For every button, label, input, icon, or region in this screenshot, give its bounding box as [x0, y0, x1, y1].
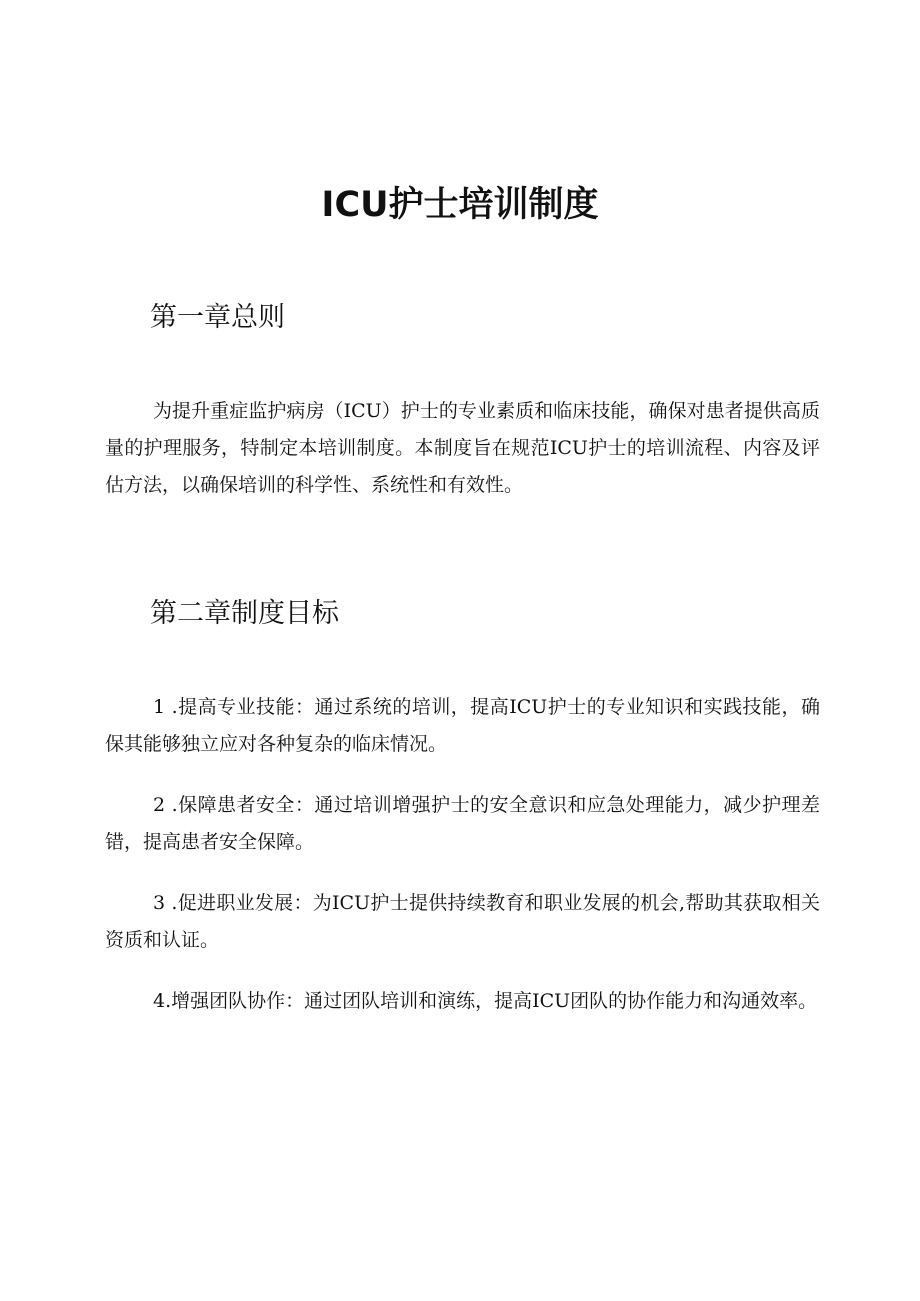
goal-item-1: 1 .提高专业技能：通过系统的培训，提高ICU护士的专业知识和实践技能，确保其能够独立应对各种复杂的临床情况。 — [105, 696, 820, 755]
document-title: ICU护士培训制度 — [321, 185, 599, 225]
chapter-2-heading: 第二章制度目标 — [150, 598, 339, 629]
goal-item-4: 4.增强团队协作：通过团队培训和演练，提高ICU团队的协作能力和沟通效率。 — [153, 990, 818, 1012]
chapter-1-paragraph: 为提升重症监护病房（ICU）护士的专业素质和临床技能，确保对患者提供高质量的护理服务，特制定本培训制度。本制度旨在规范ICU护士的培训流程、内容及评估方法，以确保培训的科学性、系统性和有效性。 — [105, 400, 820, 496]
chapter-1-heading: 第一章总则 — [150, 302, 285, 333]
goal-item-2: 2 .保障患者安全：通过培训增强护士的安全意识和应急处理能力，减少护理差错，提高患者安全保障。 — [105, 794, 820, 853]
goal-item-3: 3 .促进职业发展：为ICU护士提供持续教育和职业发展的机会,帮助其获取相关资质和认证。 — [105, 892, 820, 951]
